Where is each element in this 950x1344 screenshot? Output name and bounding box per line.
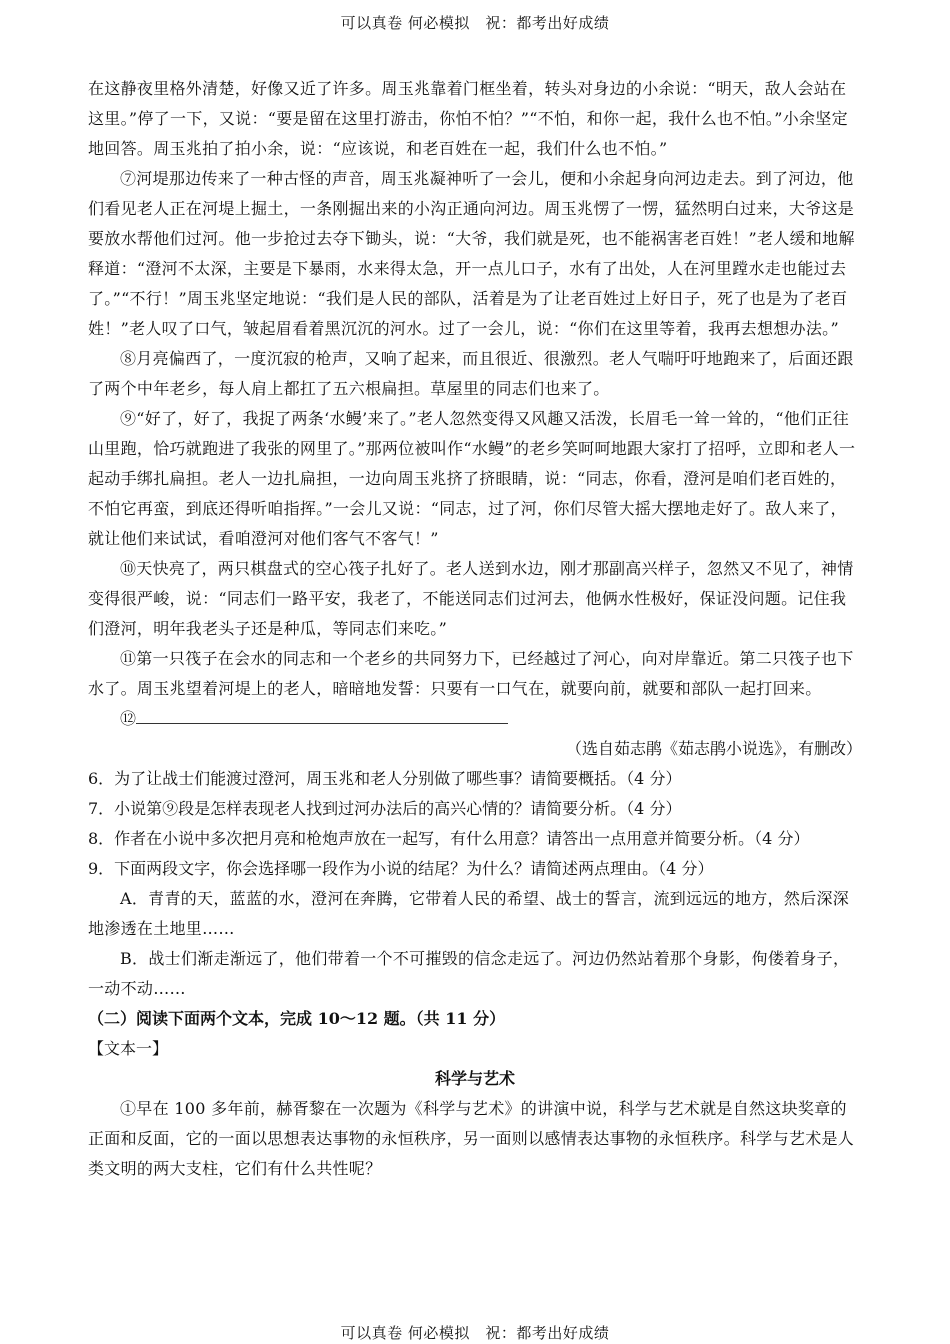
page-header: 可以真卷 何必模拟 祝：都考出好成绩: [340, 14, 610, 32]
paragraph-10: ⑩天快亮了，两只棋盘式的空心筏子扎好了。老人送到水边，刚才那副高兴样子，忽然又不见了，神情变得很严峻，说：“同志们一路平安，我老了，不能送同志们过河去，他俩水性极好，保证没问题。记住我们澄河，明年我老头子还是种瓜，等同志们来吃。”: [88, 559, 854, 638]
paragraph-7: ⑦河堤那边传来了一种古怪的声音，周玉兆凝神听了一会儿，便和小余起身向河边走去。到了河边，他们看见老人正在河堤上掘土，一条刚掘出来的小沟正通向河边。周玉兆愣了一愣，猛然明白过来，大爷这是要放水帮他们过河。他一步抢过去夺下锄头，说：“大爷，我们就是死，也不能祸害老百姓！”老人缓和地解释道：“澄河不太深，主要是下暴雨，水来得太急，开一点儿口子，水有了出处，人在河里蹚水走也能过去了。”“不行！”周玉兆坚定地说：“我们是人民的部队，活着是为了让老百姓过上好日子，死了也是为了老百姓！”老人叹了口气，皱起眉看着黑沉沉的河水。过了一会儿，说：“你们在这里等着，我再去想想办法。”: [88, 169, 855, 338]
answer-blank-line[interactable]: [136, 705, 508, 724]
paragraph-continued: 在这静夜里格外清楚，好像又近了许多。周玉兆靠着门框坐着，转头对身边的小余说：“明天，敌人会站在这里。”停了一下，又说：“要是留在这里打游击，你怕不怕？”“不怕，和你一起，我什么也不怕。”小余坚定地回答。周玉兆拍了拍小余，说：“应该说，和老百姓在一起，我们什么也不怕。”: [88, 79, 848, 158]
question-9: 9．下面两段文字，你会选择哪一段作为小说的结尾？为什么？请简述两点理由。（4 分）: [88, 859, 714, 878]
text-1-title: 科学与艺术: [434, 1069, 515, 1088]
text-1-label: 【文本一】: [88, 1039, 169, 1058]
page-footer: 可以真卷 何必模拟 祝：都考出好成绩: [340, 1324, 610, 1342]
text-1-paragraph-1: ①早在 100 多年前，赫胥黎在一次题为《科学与艺术》的讲演中说，科学与艺术就是自然这块奖章的正面和反面，它的一面以思想表达事物的永恒秩序，另一面则以感情表达事物的永恒秩序。科学与艺术是人类文明的两大支柱，它们有什么共性呢？: [88, 1099, 855, 1178]
source-citation: （选自茹志鹃《茹志鹃小说选》，有删改）: [565, 739, 862, 758]
question-8: 8．作者在小说中多次把月亮和枪炮声放在一起写，有什么用意？请答出一点用意并简要分析。（4 分）: [88, 829, 810, 848]
paragraph-11: ⑪第一只筏子在会水的同志和一个老乡的共同努力下，已经越过了河心，向对岸靠近。第二只筏子也下水了。周玉兆望着河堤上的老人，暗暗地发誓：只要有一口气在，就要向前，就要和部队一起打回来。: [88, 649, 854, 698]
paragraph-12: [88, 704, 862, 734]
paragraph-8: ⑧月亮偏西了，一度沉寂的枪声，又响了起来，而且很近、很激烈。老人气喘吁吁地跑来了，后面还跟了两个中年老乡，每人肩上都扛了五六根扁担。草屋里的同志们也来了。: [88, 349, 854, 398]
paragraph-9: ⑨“好了，好了，我捉了两条‘水鳗’来了。”老人忽然变得又风趣又活泼，长眉毛一耸一耸的，“他们正往山里跑，恰巧就跑进了我张的网里了。”那两位被叫作“水鳗”的老乡笑呵呵地跟大家打了招呼，立即和老人一起动手绑扎扁担。老人一边扎扁担，一边向周玉兆挤了挤眼睛，说：“同志，你看，澄河是咱们老百姓的，不怕它再蛮，到底还得听咱指挥。”一会儿又说：“同志，过了河，你们尽管大摇大摆地走好了。敌人来了，就让他们来试试，看咱澄河对他们客气不客气！”: [88, 409, 856, 548]
option-b: B．战士们渐走渐远了，他们带着一个不可摧毁的信念走远了。河边仍然站着那个身影，佝偻着身子，一动不动……: [88, 949, 850, 998]
paragraph-12-number: ⑫: [120, 709, 137, 728]
document-body: [88, 74, 862, 1184]
question-7: 7．小说第⑨段是怎样表现老人找到过河办法后的高兴心情的？请简要分析。（4 分）: [88, 799, 682, 818]
section-2-heading: （二）阅读下面两个文本，完成 10～12 题。（共 11 分）: [88, 1009, 506, 1028]
question-6: 6．为了让战士们能渡过澄河，周玉兆和老人分别做了哪些事？请简要概括。（4 分）: [88, 769, 682, 788]
option-a: A．青青的天，蓝蓝的水，澄河在奔腾，它带着人民的希望、战士的誓言，流到远远的地方，然后深深地渗透在土地里……: [88, 889, 850, 938]
